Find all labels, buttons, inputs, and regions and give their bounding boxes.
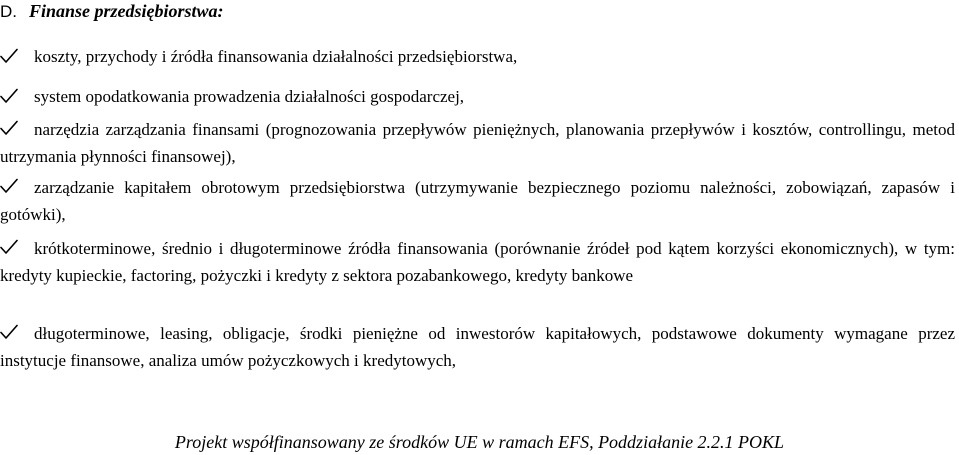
list-item-text: długoterminowe, leasing, obligacje, środki pieniężne od inwestorów kapitałowych, podstawowe dokumenty wymagane przez instytucje finansowe, analiza umów pożyczkowych i kredytowych, [0,324,955,370]
checkmark-icon [0,178,18,194]
checkmark-icon [0,48,18,64]
list-item [0,83,955,110]
checkmark-icon [0,120,18,136]
list-item-text: krótkoterminowe, średnio i długoterminowe źródła finansowania (porównanie źródeł pod kątem korzyści ekonomicznych), w tym: kredyty kupieckie, factoring, pożyczki i kredyty z sektora pozabankowego, kredyty bankowe [0,239,955,285]
checkmark-icon [0,88,18,104]
list-item-text: narzędzia zarządzania finansami (prognozowania przepływów pieniężnych, planowania przepływów i kosztów, controllingu, metod utrzymania płynności finansowej), [0,120,955,166]
list-item [0,174,955,228]
checkmark-icon [0,324,18,340]
list-item-text: system opodatkowania prowadzenia działalności gospodarczej, [34,87,465,106]
section-title: Finanse przedsiębiorstwa: [29,1,224,21]
list-item-text: koszty, przychody i źródła finansowania działalności przedsiębiorstwa, [34,47,518,66]
list-item-text: zarządzanie kapitałem obrotowym przedsiębiorstwa (utrzymywanie bezpiecznego poziomu należności, zobowiązań, zapasów i gotówki), [0,178,955,224]
list-item [0,116,955,170]
checkmark-icon [0,239,18,255]
list-item [0,320,955,374]
section-heading [0,0,224,24]
list-item [0,235,955,289]
list-item [0,43,955,70]
footer-note: Projekt współfinansowany ze środków UE w ramach EFS, Poddziałanie 2.2.1 POKL [174,432,785,452]
section-letter: D. [0,2,17,21]
